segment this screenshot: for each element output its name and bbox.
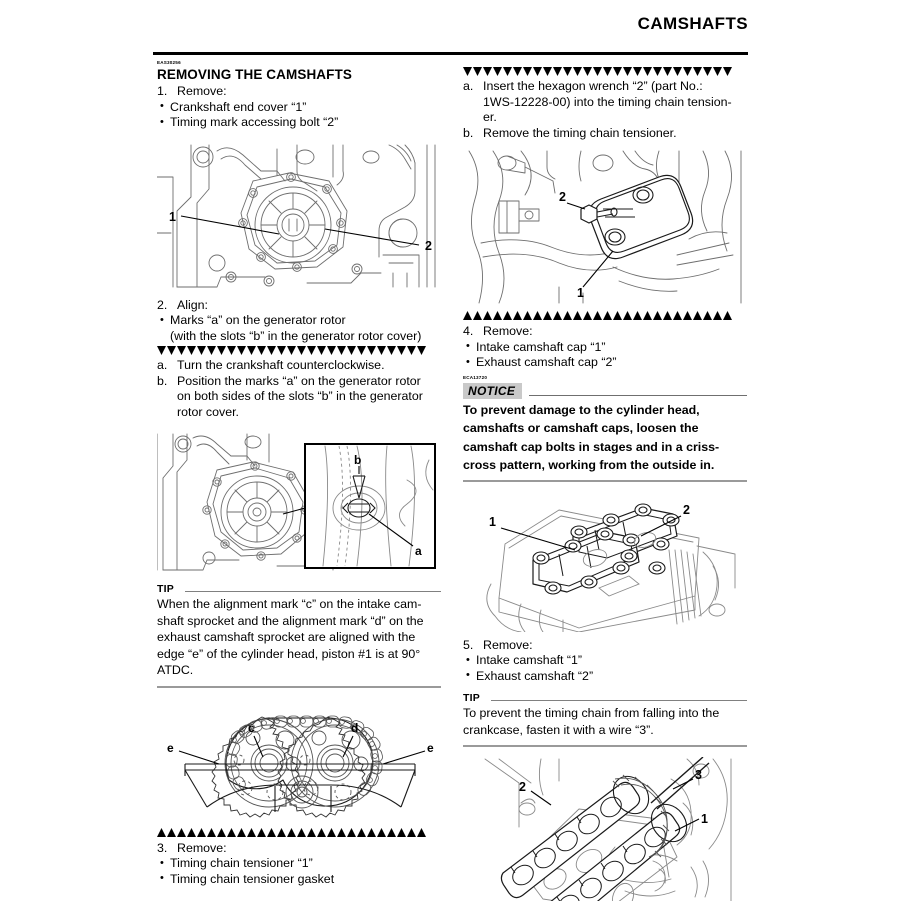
step-2-item-0: • Marks “a” on the generator rotor (157, 313, 441, 329)
left-column (157, 60, 441, 887)
substep-b-line-2: rotor cover. (177, 404, 239, 419)
figureR3-callout-2: 2 (519, 780, 526, 795)
notice-line-3: cross pattern, working from the outside in. (463, 458, 715, 473)
notice-label: NOTICE (463, 383, 522, 399)
notice-line-2: camshaft cap bolts in stages and in a criss- (463, 439, 720, 454)
notice-header (463, 383, 747, 400)
substep-a-letter: a. (157, 358, 168, 372)
substep-b-line-0: Position the marks “a” on the generator rotor (177, 373, 421, 388)
separator-triangles-down-right (463, 67, 747, 78)
step-2-number: 2. (157, 297, 168, 312)
step-3 (157, 841, 441, 857)
separator-triangles-up-left (157, 828, 441, 839)
step-5-item-0: • Intake camshaft “1” (463, 653, 747, 669)
figureR3-callout-3: 3 (695, 768, 702, 783)
notice-line-0: To prevent damage to the cylinder head, (463, 402, 700, 417)
step-1-label: Remove: (177, 84, 227, 98)
step-2-continuation: (with the slots “b” in the generator rotor cover) (170, 328, 422, 343)
figureR1-callout-2: 2 (559, 190, 566, 204)
figure2-callout-b: b (354, 453, 362, 467)
step-5-item-1: • Exhaust camshaft “2” (463, 669, 747, 685)
right-substep-a (463, 79, 747, 95)
left-reference-code: EAS30256 (157, 60, 181, 65)
step-4 (463, 324, 747, 340)
section-heading: REMOVING THE CAMSHAFTS (157, 67, 352, 82)
notice-line-1: camshafts or camshaft caps, loosen the (463, 421, 699, 436)
substep-b-letter: b. (157, 373, 168, 388)
right-substep-a-line-0: Insert the hexagon wrench “2” (part No.: (483, 79, 703, 93)
step-1-item-0: • Crankshaft end cover “1” (157, 100, 441, 116)
tip-right-line-0: To prevent the timing chain from falling into the (463, 706, 720, 721)
notice-reference-code: ECA13720 (463, 374, 488, 380)
step-4-item-0: • Intake camshaft cap “1” (463, 340, 747, 356)
figureR2-callout-1: 1 (489, 514, 496, 529)
step-3-label: Remove: (177, 840, 227, 855)
right-substep-b-line-0: Remove the timing chain tensioner. (483, 125, 677, 140)
tip-rule-right (491, 700, 747, 701)
step-4-label: Remove: (483, 324, 533, 338)
notice-rule (529, 395, 747, 396)
tip-rule (185, 591, 441, 592)
substep-b (157, 374, 441, 390)
figure3-callout-e-left: e (167, 740, 174, 755)
header-divider-rule (153, 52, 748, 55)
step-2 (157, 298, 441, 314)
separator-triangles-down (157, 346, 441, 357)
right-substep-a-line-1: 1WS-12228-00) into the timing chain tension- (483, 94, 732, 109)
step-4-item-1: • Exhaust camshaft cap “2” (463, 355, 747, 371)
right-substep-b (463, 126, 747, 142)
step-3-item-0: • Timing chain tensioner “1” (157, 856, 441, 872)
figure3-callout-c: c (248, 720, 255, 735)
tip-line-1: shaft sprocket and the alignment mark “d” on the (157, 613, 424, 628)
substep-b-line-1: on both sides of the slots “b” in the generator (177, 389, 423, 403)
figure-camshaft-sprockets-chain (157, 704, 441, 824)
page-title: CAMSHAFTS (637, 14, 748, 33)
tip-line-3: edge “e” of the cylinder head, piston #1 is at 90° (157, 646, 421, 661)
tip-line-2: exhaust camshaft sprocket are aligned with the (157, 630, 416, 644)
step-2-label: Align: (177, 297, 208, 312)
step-1 (157, 84, 441, 100)
figure1-callout-2: 2 (425, 238, 432, 253)
step-3-number: 3. (157, 840, 168, 855)
figure-timing-chain-tensioner (463, 147, 747, 307)
substep-a (157, 358, 441, 374)
right-substep-a-line-2: er. (483, 110, 497, 124)
step-5 (463, 638, 747, 654)
step-5-number: 5. (463, 637, 474, 652)
tip-line-4: ATDC. (157, 663, 194, 677)
figure-camshaft-caps (463, 492, 747, 632)
figureR2-callout-2: 2 (683, 502, 690, 517)
step-3-item-1: • Timing chain tensioner gasket (157, 872, 441, 888)
figure-generator-rotor-alignment (157, 430, 441, 575)
figure2-callout-a: a (415, 544, 422, 558)
step-1-item-1: • Timing mark accessing bolt “2” (157, 115, 441, 131)
figure3-callout-d: d (351, 720, 359, 735)
tip-label-right: TIP (463, 692, 480, 705)
substep-a-line-0: Turn the crankshaft counterclockwise. (177, 358, 385, 372)
figureR3-callout-1: 1 (701, 812, 708, 827)
figure-camshafts-removal (463, 757, 747, 901)
figure-crankshaft-end-cover (157, 137, 441, 292)
step-4-number: 4. (463, 324, 474, 338)
right-substep-b-letter: b. (463, 125, 474, 140)
step-5-label: Remove: (483, 637, 533, 652)
right-column (463, 60, 747, 901)
tip-header-left (157, 582, 441, 596)
figureR1-callout-1: 1 (577, 286, 584, 300)
page-header (153, 14, 748, 44)
step-1-number: 1. (157, 84, 168, 98)
tip-line-0: When the alignment mark “c” on the intake cam- (157, 597, 422, 611)
tip-label: TIP (157, 583, 174, 595)
figure1-callout-1: 1 (169, 209, 176, 224)
figure3-callout-e-right: e (427, 740, 434, 755)
tip-right-line-1: crankcase, fasten it with a wire “3”. (463, 722, 654, 737)
separator-triangles-up-right (463, 311, 747, 322)
spacer (157, 420, 441, 430)
right-substep-a-letter: a. (463, 79, 474, 93)
tip-header-right (463, 691, 747, 705)
spacer (463, 482, 747, 492)
spacer (463, 747, 747, 757)
spacer (157, 688, 441, 704)
